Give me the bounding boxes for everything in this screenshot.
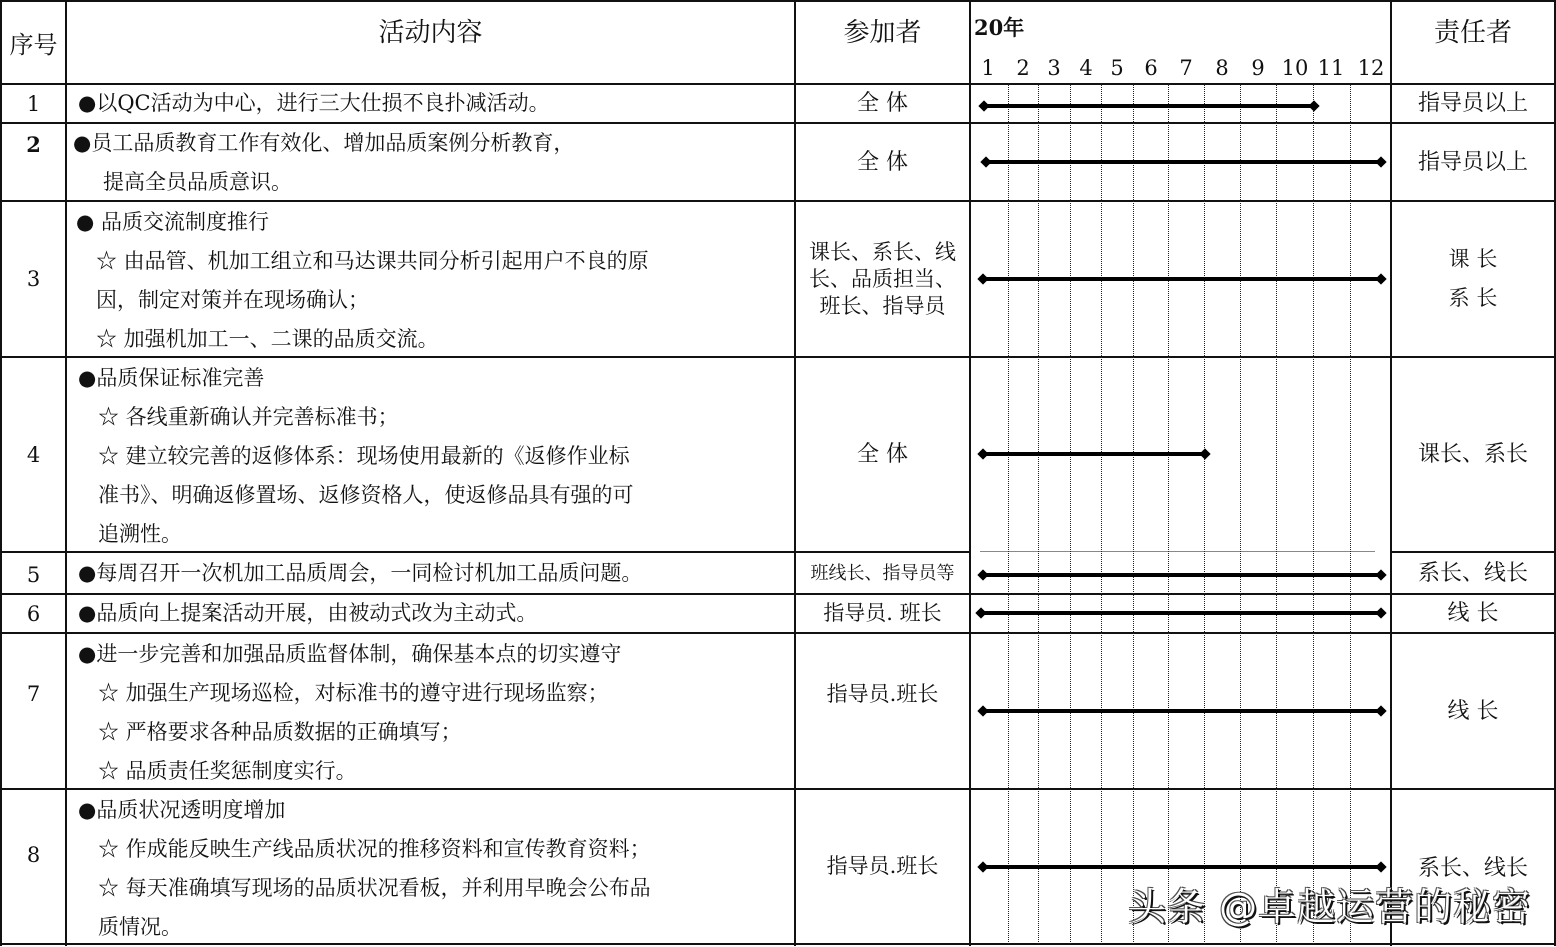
activity-content (76, 203, 794, 359)
bar-start-diamond-icon (977, 569, 988, 580)
month-gridline (1350, 84, 1351, 944)
responsible: 线 长 (1447, 601, 1499, 626)
month-gridline (1168, 84, 1169, 944)
schedule-bar (983, 452, 1205, 456)
bar-start-diamond-icon (978, 100, 989, 111)
month-gridline (1133, 84, 1134, 944)
activity-content (78, 791, 794, 947)
watermark: 头条 @卓越运营的秘密 (1128, 885, 1532, 929)
activity-content (78, 553, 794, 593)
responsible: 指导员以上 (1417, 149, 1528, 175)
month-label: 2 (1016, 56, 1030, 80)
participants: 指导员.班长 (826, 681, 939, 706)
month-gridline (1008, 84, 1009, 944)
activity-line: ☆ 品质责任奖惩制度实行。 (98, 759, 357, 783)
responsible: 线 长 (1447, 698, 1499, 724)
month-gridline (1070, 84, 1071, 944)
month-label: 8 (1215, 56, 1229, 80)
row-divider (980, 551, 1375, 552)
header-content: 活动内容 (378, 18, 483, 48)
month-label: 1 (981, 56, 995, 80)
schedule-bar (983, 709, 1381, 713)
activity-line: ☆ 每天准确填写现场的品质状况看板，并利用早晚会公布品 (98, 876, 651, 900)
bar-start-diamond-icon (980, 156, 991, 167)
activity-content (78, 359, 794, 554)
col-divider (969, 0, 971, 946)
activity-content (78, 595, 794, 632)
row-number: 7 (26, 682, 41, 706)
schedule-bar (981, 611, 1381, 615)
activity-content (78, 85, 794, 122)
row-number: 4 (26, 442, 41, 467)
schedule-bar (983, 573, 1381, 577)
bar-end-diamond-icon (1375, 861, 1386, 872)
col-divider (65, 0, 67, 946)
schedule-bar (983, 277, 1381, 281)
participants-line: 班长、指导员 (819, 293, 946, 318)
activity-line: 追溯性。 (98, 522, 182, 546)
responsible-line: 系 长 (1448, 286, 1498, 310)
header-year: 20年 (974, 15, 1025, 40)
schedule-bar (986, 160, 1381, 164)
bar-start-diamond-icon (977, 273, 988, 284)
bar-end-diamond-icon (1375, 569, 1386, 580)
responsible: 系长、线长 (1417, 560, 1528, 586)
activity-line: ●每周召开一次机加工品质周会，一同检讨机加工品质问题。 (78, 561, 643, 585)
row-number: 8 (26, 843, 41, 867)
bar-end-diamond-icon (1308, 100, 1319, 111)
header-seq: 序号 (9, 31, 58, 59)
month-label: 9 (1251, 56, 1265, 80)
month-gridline (1276, 84, 1277, 944)
responsible-line: 课 长 (1448, 247, 1498, 271)
bar-end-diamond-icon (1199, 448, 1210, 459)
participants: 全 体 (857, 442, 908, 467)
bar-end-diamond-icon (1375, 607, 1386, 618)
responsible: 系长、线长 (1417, 855, 1528, 881)
activity-content (78, 635, 794, 791)
participants: 班线长、指导员等 (810, 562, 955, 584)
row-number: 3 (26, 267, 41, 291)
activity-line: 提高全员品质意识。 (103, 170, 292, 194)
month-label: 4 (1079, 56, 1093, 80)
month-gridline (1101, 84, 1102, 944)
activity-line: ☆ 建立较完善的返修体系：现场使用最新的《返修作业标 (98, 444, 630, 468)
month-gridline (1038, 84, 1039, 944)
row-divider (0, 632, 1556, 634)
header-participants: 参加者 (843, 18, 922, 48)
activity-line: 因，制定对策并在现场确认； (96, 288, 369, 312)
month-label: 3 (1047, 56, 1061, 80)
bar-end-diamond-icon (1375, 273, 1386, 284)
responsible: 指导员以上 (1417, 91, 1528, 116)
row-number: 1 (26, 91, 41, 116)
month-label: 11 (1317, 56, 1345, 80)
activity-line: 质情况。 (98, 915, 182, 939)
schedule-bar (983, 865, 1381, 869)
participants-line: 课长、系长、线 (809, 239, 956, 264)
activity-line: ☆ 加强机加工一、二课的品质交流。 (96, 327, 439, 351)
month-gridline (1204, 84, 1205, 944)
month-label: 12 (1357, 56, 1385, 80)
activity-content (73, 124, 794, 202)
month-gridline (1313, 84, 1314, 944)
responsible: 课长、系长 (1417, 442, 1528, 467)
participants (796, 202, 969, 356)
month-label: 7 (1179, 56, 1193, 80)
responsible (1392, 202, 1554, 356)
row-number: 6 (26, 601, 41, 626)
header-responsible: 责任者 (1433, 18, 1512, 48)
activity-line: ●品质向上提案活动开展，由被动式改为主动式。 (78, 601, 538, 625)
bar-start-diamond-icon (977, 448, 988, 459)
activity-line: 准书》、明确返修置场、返修资格人，使返修品具有强的可 (98, 483, 634, 507)
activity-line: ☆ 各线重新确认并完善标准书； (98, 405, 399, 429)
bar-end-diamond-icon (1375, 156, 1386, 167)
activity-line: ●品质状况透明度增加 (78, 798, 286, 822)
month-label: 10 (1281, 56, 1309, 80)
schedule-bar (984, 104, 1314, 108)
month-label: 5 (1110, 56, 1124, 80)
month-gridline (1240, 84, 1241, 944)
row-number: 2 (26, 131, 41, 157)
participants: 指导员.班长 (826, 854, 939, 878)
participants-line: 长、品质担当、 (809, 266, 956, 291)
activity-line: ☆ 作成能反映生产线品质状况的推移资料和宣传教育资料； (98, 837, 651, 861)
bar-start-diamond-icon (975, 607, 986, 618)
activity-line: ☆ 严格要求各种品质数据的正确填写； (98, 720, 462, 744)
participants: 指导员. 班长 (823, 601, 942, 625)
participants: 全 体 (857, 91, 908, 116)
activity-line: ●进一步完善和加强品质监督体制，确保基本点的切实遵守 (78, 642, 622, 666)
bar-start-diamond-icon (977, 861, 988, 872)
activity-line: ☆ 加强生产现场巡检，对标准书的遵守进行现场监察； (98, 681, 609, 705)
activity-line: ● 品质交流制度推行 (76, 210, 269, 234)
month-label: 6 (1144, 56, 1158, 80)
activity-line: ●员工品质教育工作有效化、增加品质案例分析教育， (73, 131, 575, 155)
activity-line: ●以QC活动为中心，进行三大仕损不良扑减活动。 (78, 91, 550, 115)
activity-line: ☆ 由品管、机加工组立和马达课共同分析引起用户不良的原 (96, 249, 649, 273)
row-number: 5 (26, 563, 41, 587)
bar-start-diamond-icon (977, 705, 988, 716)
bar-end-diamond-icon (1375, 705, 1386, 716)
activity-line: ●品质保证标准完善 (78, 366, 265, 390)
participants: 全 体 (857, 149, 908, 175)
